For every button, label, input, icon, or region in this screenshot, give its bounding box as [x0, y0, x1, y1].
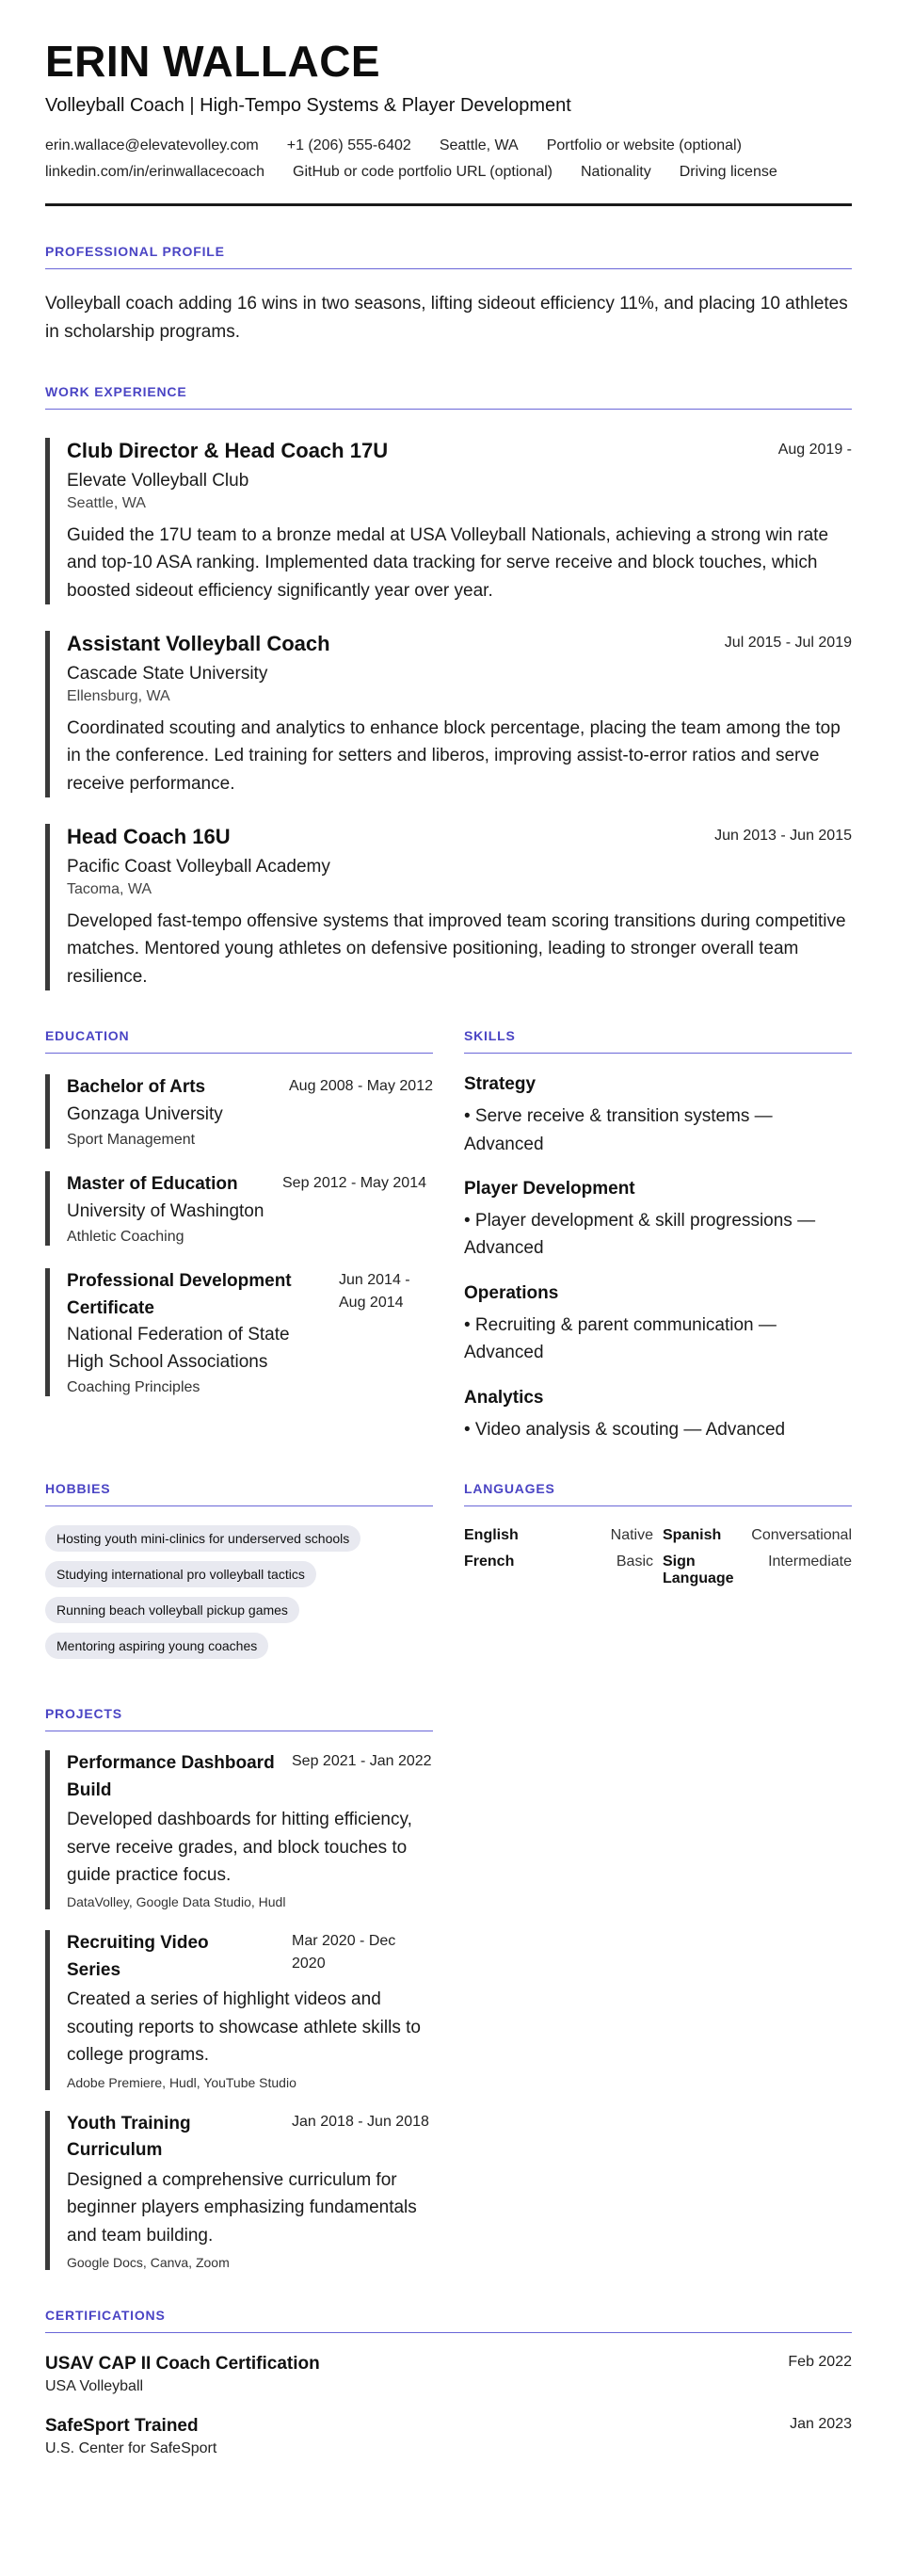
contact-email[interactable]: erin.wallace@elevatevolley.com	[45, 137, 259, 153]
contact-driving-license: Driving license	[679, 163, 777, 180]
school-name: Gonzaga University	[67, 1103, 223, 1124]
project-tech: Google Docs, Canva, Zoom	[67, 2255, 230, 2271]
language-level: Intermediate	[768, 1554, 852, 1570]
job-location: Tacoma, WA	[67, 880, 152, 897]
skill-category: Player Development	[464, 1178, 635, 1199]
education-entry	[45, 1268, 433, 1396]
project-date: Sep 2021 - Jan 2022	[292, 1753, 432, 1770]
certification-entry	[45, 2416, 852, 2457]
field-of-study: Coaching Principles	[67, 1379, 200, 1396]
section-title-projects: PROJECTS	[45, 1706, 433, 1731]
section-title-experience: WORK EXPERIENCE	[45, 384, 852, 410]
language-name: English	[464, 1527, 519, 1544]
language-level: Basic	[616, 1554, 653, 1570]
field-of-study: Athletic Coaching	[67, 1229, 184, 1246]
language-level: Conversational	[751, 1527, 852, 1544]
language-item	[663, 1527, 852, 1544]
skill-group	[464, 1388, 852, 1443]
school-name: University of Washington	[67, 1200, 264, 1221]
degree-title: Master of Education	[67, 1174, 238, 1195]
project-tech: DataVolley, Google Data Studio, Hudl	[67, 1894, 286, 1910]
job-description: Guided the 17U team to a bronze medal at USA Volleyball Nationals, achieving a strong win rate and top-10 ASA ranking. Implemented data tracking for serve receive and block touches, which boosted sideout efficiency significantly year over year.	[67, 524, 829, 601]
education-entry	[45, 1171, 433, 1246]
projects-section	[45, 1706, 433, 2270]
project-title: Youth Training Curriculum	[67, 2113, 191, 2161]
skill-category: Strategy	[464, 1074, 537, 1095]
skills-section	[464, 1028, 852, 1443]
job-description: Developed fast-tempo offensive systems that improved team scoring transitions during competitive matches. Mentored young athletes on defensive positioning, leading to stronger overall team resilience.	[67, 910, 846, 987]
hobbies-languages-row	[45, 1481, 852, 1668]
section-title-hobbies: HOBBIES	[45, 1481, 433, 1506]
section-title-profile: PROFESSIONAL PROFILE	[45, 244, 852, 269]
project-tech: Adobe Premiere, Hudl, YouTube Studio	[67, 2074, 296, 2090]
certification-date: Jan 2023	[790, 2416, 852, 2433]
experience-section	[45, 384, 852, 990]
education-skills-row	[45, 1028, 852, 1443]
language-name: Spanish	[663, 1527, 722, 1544]
contact-list	[45, 137, 852, 181]
contact-location: Seattle, WA	[439, 137, 519, 153]
languages-section	[464, 1481, 852, 1668]
contact-portfolio[interactable]: Portfolio or website (optional)	[546, 137, 742, 153]
project-entry	[45, 2111, 433, 2270]
section-title-education: EDUCATION	[45, 1028, 433, 1054]
language-list	[464, 1527, 852, 1587]
section-title-languages: LANGUAGES	[464, 1481, 852, 1506]
certification-issuer: U.S. Center for SafeSport	[45, 2440, 217, 2457]
section-title-certifications: CERTIFICATIONS	[45, 2308, 852, 2333]
resume-header	[45, 38, 852, 206]
school-name: National Federation of State High School Associations	[67, 1325, 290, 1372]
headline: Volleyball Coach | High-Tempo Systems & Player Development	[45, 94, 571, 116]
project-title: Performance Dashboard Build	[67, 1753, 275, 1800]
project-description: Designed a comprehensive curriculum for beginner players emphasizing fundamentals and team building.	[67, 2169, 417, 2246]
project-description: Created a series of highlight videos and scouting reports to showcase athlete skills to college programs.	[67, 1989, 421, 2066]
contact-nationality: Nationality	[581, 163, 651, 180]
project-date: Jan 2018 - Jun 2018	[292, 2113, 429, 2130]
skill-item: • Serve receive & transition systems — Advanced	[464, 1106, 773, 1154]
skill-group	[464, 1283, 852, 1367]
job-title: Club Director & Head Coach 17U	[67, 439, 389, 463]
certification-entry	[45, 2354, 852, 2395]
skill-group	[464, 1179, 852, 1263]
skill-item: • Video analysis & scouting — Advanced	[464, 1419, 786, 1440]
contact-linkedin[interactable]: linkedin.com/in/erinwallacecoach	[45, 163, 265, 180]
skill-item: • Player development & skill progressions — Advanced	[464, 1210, 816, 1259]
job-date: Jun 2013 - Jun 2015	[714, 828, 852, 845]
projects-spacer	[464, 1706, 852, 2270]
project-title: Recruiting Video Series	[67, 1933, 209, 1980]
hobbies-section	[45, 1481, 433, 1668]
header-divider	[45, 203, 852, 206]
project-date: Mar 2020 - Dec 2020	[292, 1933, 396, 1972]
experience-entry	[45, 824, 852, 990]
certification-title: SafeSport Trained	[45, 2416, 199, 2437]
language-item	[663, 1554, 852, 1587]
skill-item: • Recruiting & parent communication — Advanced	[464, 1314, 777, 1363]
project-entry	[45, 1930, 433, 2089]
language-item	[464, 1554, 653, 1587]
job-organization: Cascade State University	[67, 663, 268, 684]
experience-entry	[45, 438, 852, 604]
job-date: Jul 2015 - Jul 2019	[724, 635, 852, 652]
skill-group	[464, 1074, 852, 1158]
education-entry	[45, 1074, 433, 1149]
certification-title: USAV CAP II Coach Certification	[45, 2354, 320, 2375]
job-title: Assistant Volleyball Coach	[67, 632, 330, 656]
contact-github[interactable]: GitHub or code portfolio URL (optional)	[293, 163, 553, 180]
hobby-chip: Studying international pro volleyball tactics	[45, 1561, 316, 1587]
job-organization: Pacific Coast Volleyball Academy	[67, 856, 330, 877]
contact-phone[interactable]: +1 (206) 555-6402	[286, 137, 411, 153]
job-description: Coordinated scouting and analytics to enhance block percentage, placing the team among the top in the conference. Led training for setters and liberos, improving assist-to-error ratios and serve receive performance.	[67, 717, 841, 794]
degree-date: Sep 2012 - May 2014	[282, 1175, 426, 1192]
certifications-section	[45, 2308, 852, 2457]
language-name: Sign Language	[663, 1554, 734, 1587]
certification-issuer: USA Volleyball	[45, 2378, 144, 2395]
skill-category: Operations	[464, 1282, 559, 1303]
hobby-chip: Mentoring aspiring young coaches	[45, 1633, 268, 1659]
field-of-study: Sport Management	[67, 1132, 196, 1149]
job-date: Aug 2019 -	[777, 442, 852, 459]
job-title: Head Coach 16U	[67, 825, 231, 849]
job-location: Seattle, WA	[67, 494, 146, 511]
education-section	[45, 1028, 433, 1443]
hobby-list	[45, 1525, 433, 1668]
degree-title: Bachelor of Arts	[67, 1077, 206, 1098]
skill-category: Analytics	[464, 1387, 544, 1408]
experience-entry	[45, 631, 852, 797]
section-title-skills: SKILLS	[464, 1028, 852, 1054]
certification-date: Feb 2022	[788, 2354, 852, 2371]
project-entry	[45, 1750, 433, 1909]
project-description: Developed dashboards for hitting efficiency, serve receive grades, and block touches to guide practice focus.	[67, 1810, 412, 1886]
hobby-chip: Running beach volleyball pickup games	[45, 1597, 299, 1623]
language-name: French	[464, 1554, 515, 1570]
hobby-chip: Hosting youth mini-clinics for underserved schools	[45, 1525, 360, 1552]
degree-date: Aug 2008 - May 2012	[289, 1078, 433, 1095]
job-location: Ellensburg, WA	[67, 687, 170, 704]
degree-date: Jun 2014 - Aug 2014	[339, 1272, 410, 1312]
candidate-name: ERIN WALLACE	[45, 37, 381, 86]
profile-text: Volleyball coach adding 16 wins in two seasons, lifting sideout efficiency 11%, and placing 10 athletes in scholarship programs.	[45, 293, 848, 342]
language-level: Native	[610, 1527, 653, 1544]
projects-row	[45, 1706, 852, 2270]
job-organization: Elevate Volleyball Club	[67, 470, 249, 491]
degree-title: Professional Development Certificate	[67, 1271, 292, 1318]
profile-section	[45, 244, 852, 347]
language-item	[464, 1527, 653, 1544]
